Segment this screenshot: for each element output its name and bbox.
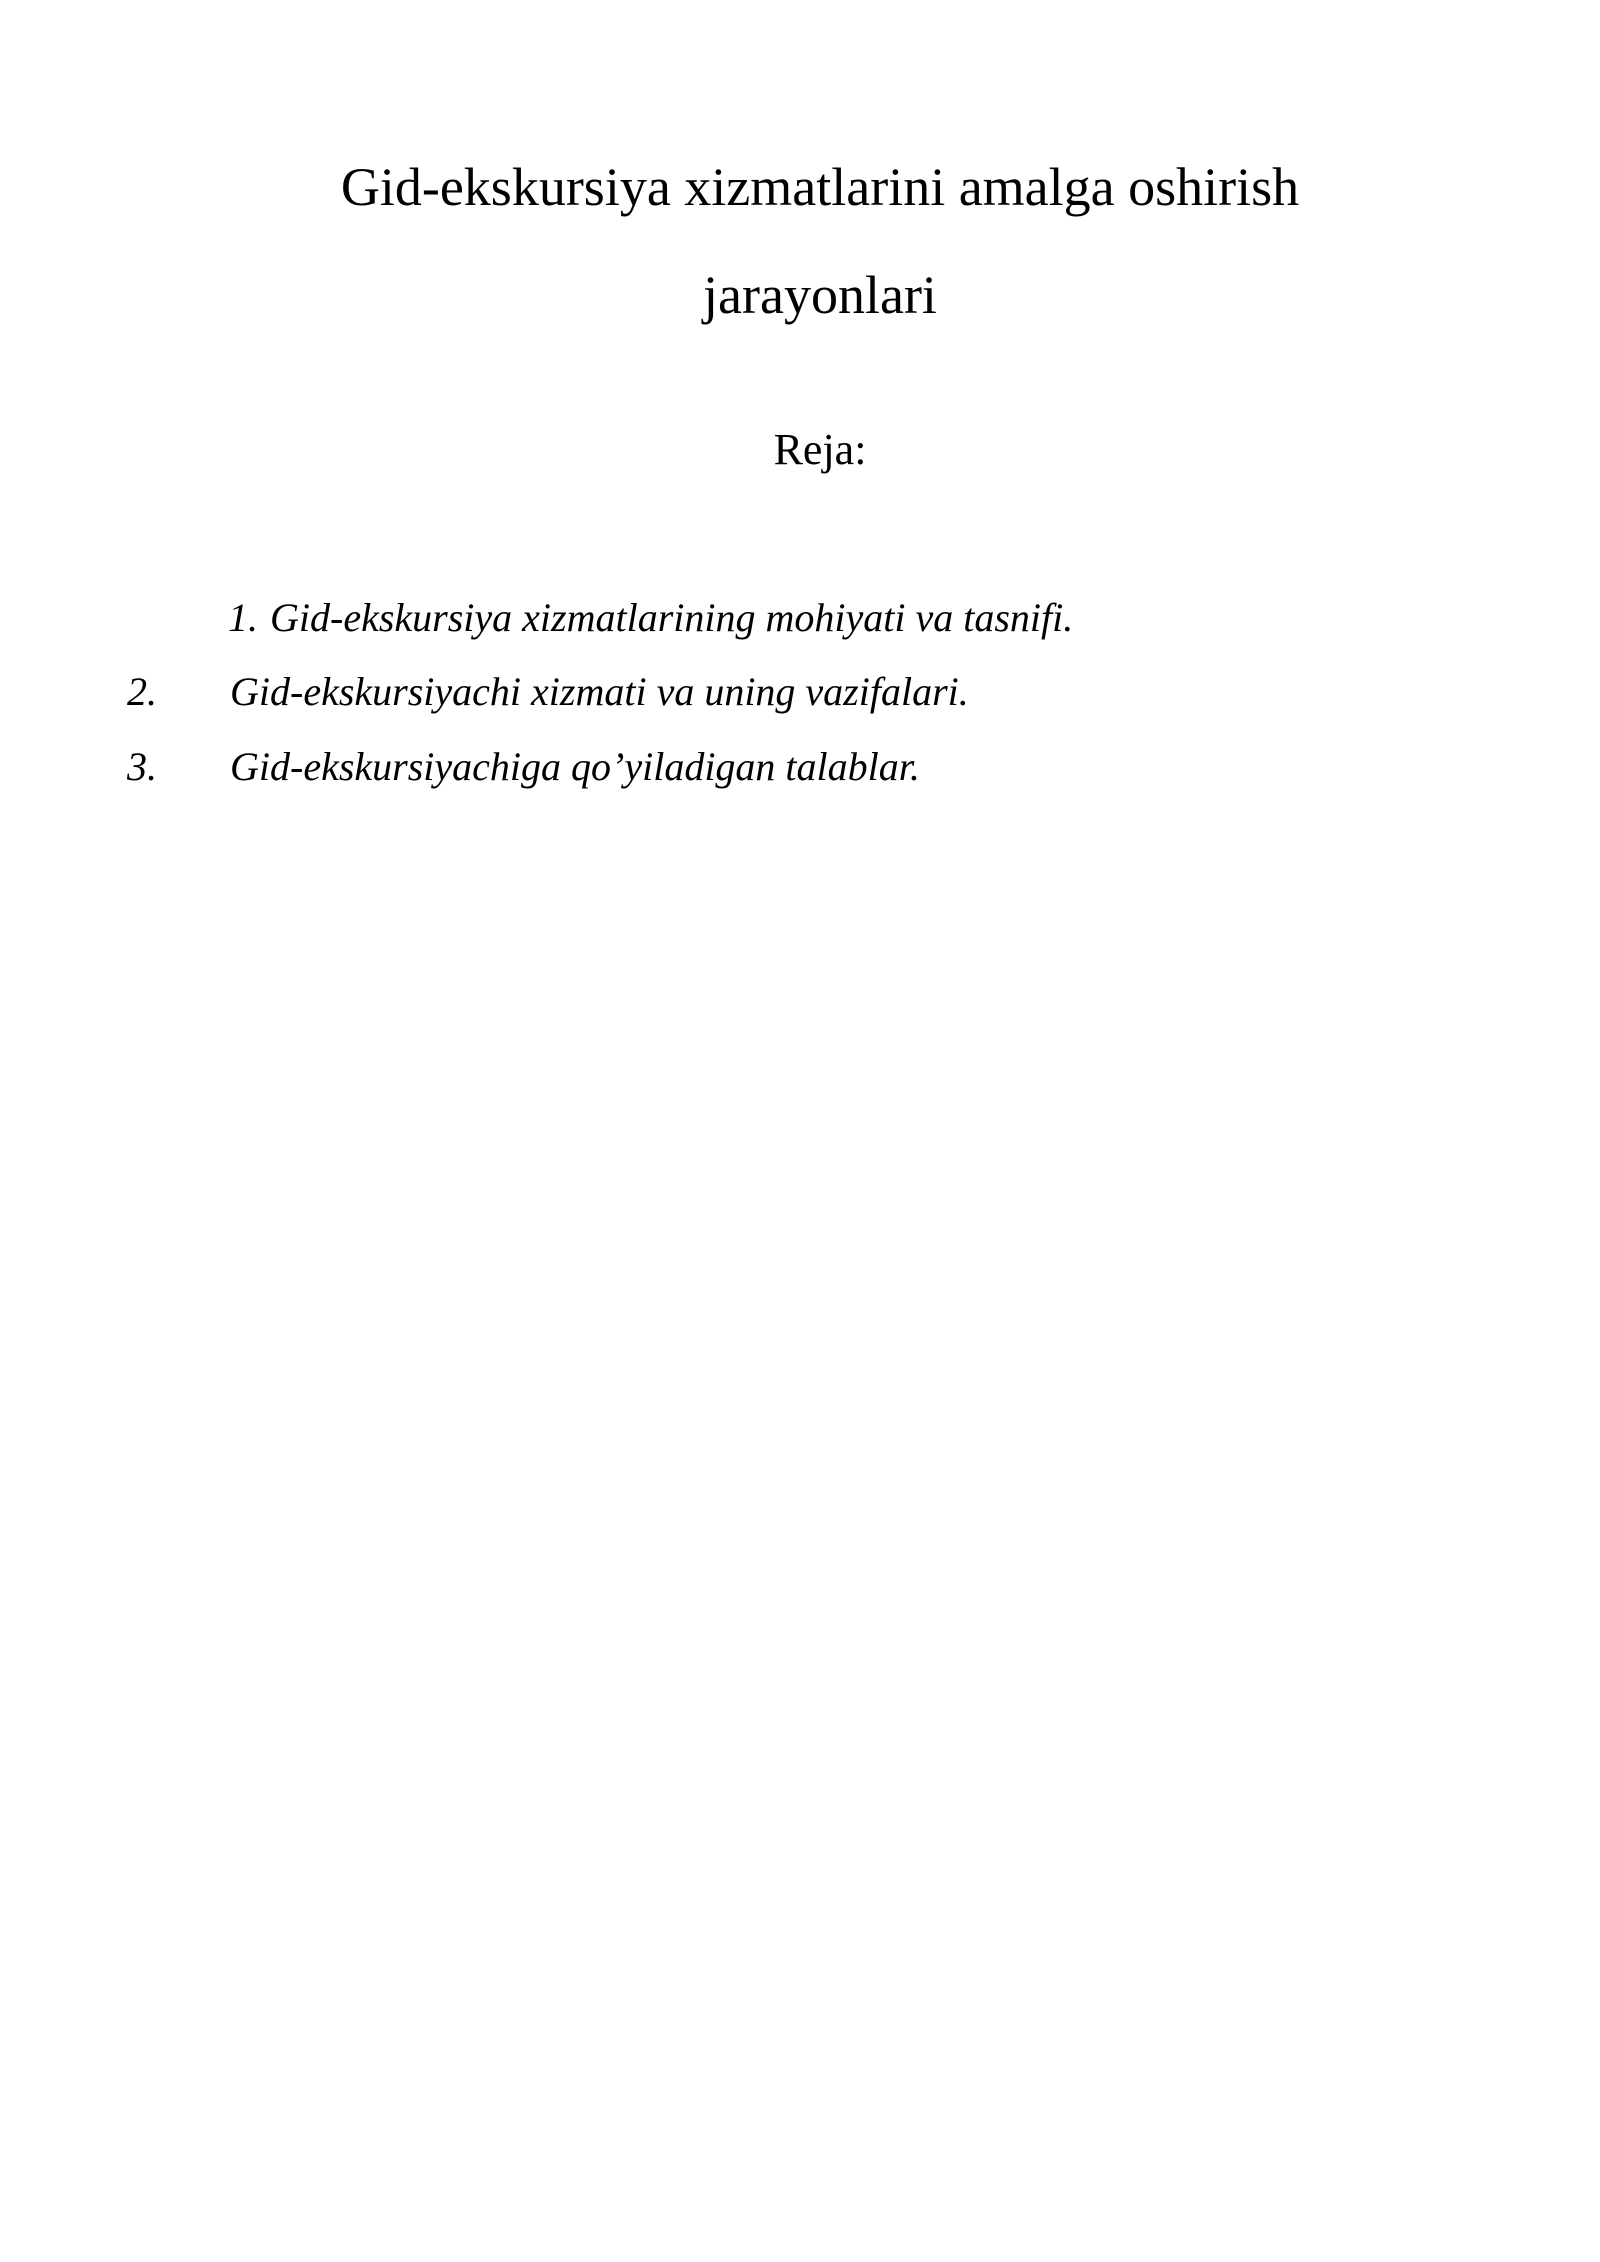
plan-item-number: 1. <box>228 595 258 640</box>
plan-item-text: Gid-ekskursiyachi xizmati va uning vazifalari. <box>230 669 969 714</box>
plan-heading: Reja: <box>773 425 867 474</box>
document-title-line-2: jarayonlari <box>703 265 937 325</box>
document-title-line-1: Gid-ekskursiya xizmatlarini amalga oshirish <box>340 157 1300 217</box>
plan-item-text: Gid-ekskursiyachiga qo’yiladigan talablar. <box>230 744 920 789</box>
plan-item-number: 3. <box>127 744 157 789</box>
plan-item-number: 2. <box>127 669 157 714</box>
plan-item-text: Gid-ekskursiya xizmatlarining mohiyati va tasnifi. <box>270 595 1074 640</box>
